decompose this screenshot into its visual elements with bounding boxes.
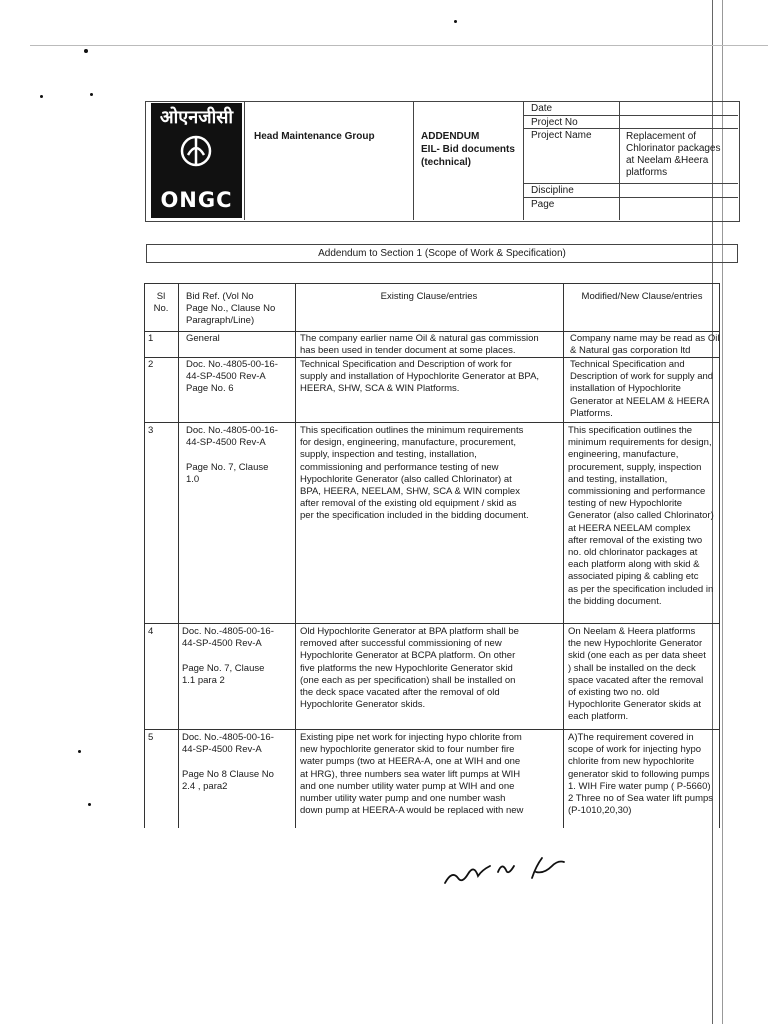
ref-line: Doc. No.-4805-00-16- — [186, 359, 278, 370]
text-line: Hypochlorite Generator skids. — [300, 699, 426, 711]
text-line: Technical Specification and — [570, 359, 685, 370]
table-row-divider — [144, 422, 720, 423]
project-name-line: Chlorinator packages — [626, 143, 721, 154]
meta-row-divider — [523, 197, 738, 198]
ref-line — [182, 650, 294, 662]
doc-type-line-1: ADDENDUM — [421, 131, 480, 142]
text-line: five platforms the new Hypochlorite Generator skid — [300, 662, 513, 674]
table-column-divider — [178, 283, 179, 828]
ref-line: Page No. 7, Clause — [182, 662, 265, 674]
header-text: Bid Ref. (Vol No — [186, 291, 254, 302]
scan-speck — [454, 20, 457, 23]
text-line: generator skid to following pumps — [568, 768, 710, 780]
header-bid-ref — [186, 291, 294, 328]
text-line: has been used in tender document at some places. — [300, 345, 516, 357]
text-line: skid (one each as per data sheet — [568, 650, 706, 662]
row-1-modified — [570, 333, 720, 357]
table-column-divider — [295, 283, 296, 828]
text-line: Generator (also called Chlorinator) — [568, 510, 714, 522]
text-line: installation of Hypochlorite — [570, 383, 681, 395]
section-title: Addendum to Section 1 (Scope of Work & Specification) — [146, 244, 738, 263]
text-line: at HEERA NEELAM complex — [568, 522, 691, 534]
project-name-line: platforms — [626, 167, 668, 178]
text-line: This specification outlines the minimum requirements — [300, 425, 524, 436]
row-5-ref — [182, 732, 294, 793]
ref-line — [182, 756, 294, 768]
scan-edge-line — [30, 45, 768, 46]
text-line: 2 Three no of Sea water lift pumps — [568, 793, 714, 805]
row-4-modified — [568, 626, 720, 724]
table-row-divider — [144, 623, 720, 624]
text-line: The company earlier name Oil & natural gas commission — [300, 333, 539, 344]
text-line: each platform along with skid & — [568, 559, 700, 571]
handwritten-signature — [440, 848, 570, 893]
text-line: Old Hypochlorite Generator at BPA platform shall be — [300, 626, 519, 637]
ref-line: 44-SP-4500 Rev-A — [186, 371, 266, 383]
text-line: Existing pipe net work for injecting hypo chlorite from — [300, 732, 522, 743]
text-line: Company name may be read as Oil — [570, 333, 720, 344]
row-2-sl: 2 — [148, 359, 154, 370]
text-line: the deck space vacated after the removal of old — [300, 687, 500, 699]
header-divider — [619, 101, 620, 220]
row-3-modified — [568, 425, 720, 608]
text-line: Hypochlorite Generator (also called Chlorinator) at — [300, 473, 512, 485]
project-no-label: Project No — [531, 117, 578, 128]
text-line: Description of work for supply and — [570, 371, 714, 383]
text-line: of existing two no. old — [568, 687, 660, 699]
text-line: number utility water pump and one number wash — [300, 793, 506, 805]
text-line: 1. WIH Fire water pump ( P-5660) — [568, 780, 711, 792]
ref-line: 44-SP-4500 Rev-A — [182, 744, 262, 756]
header-text: Sl — [156, 291, 166, 302]
text-line: scope of work for injecting hypo — [568, 744, 702, 756]
header-divider — [413, 101, 414, 220]
ref-line: 44-SP-4500 Rev-A — [182, 638, 262, 650]
header-text: Paragraph/Line) — [186, 315, 255, 327]
text-line: water pumps (two at HEERA-A, one at WIH and one — [300, 756, 521, 768]
ref-line: Doc. No.-4805-00-16- — [182, 626, 274, 637]
table-row-divider — [144, 729, 720, 730]
text-line: as per the specification included in — [568, 583, 714, 595]
text-line: engineering, manufacture, — [568, 449, 679, 461]
ref-line: Doc. No.-4805-00-16- — [182, 732, 274, 743]
scan-speck — [84, 49, 88, 53]
table-border — [144, 283, 145, 828]
text-line: A)The requirement covered in — [568, 732, 694, 743]
row-2-modified — [570, 359, 720, 420]
ongc-logo — [151, 103, 242, 218]
scan-speck — [40, 95, 43, 98]
ref-line: 1.1 para 2 — [182, 674, 225, 686]
text-line: after removal of the existing old equipment / skid as — [300, 498, 517, 510]
doc-type-line-2: EIL- Bid documents — [421, 144, 515, 155]
project-name-value — [626, 131, 736, 179]
row-2-existing — [300, 359, 560, 396]
header-text: Page No., Clause No — [186, 303, 276, 315]
text-line: per the specification included in the bidding document. — [300, 510, 529, 522]
row-1-sl: 1 — [148, 333, 154, 344]
text-line: the new Hypochlorite Generator — [568, 638, 703, 650]
header-divider — [244, 101, 245, 220]
ref-line — [186, 449, 294, 461]
row-1-existing — [300, 333, 558, 357]
text-line: minimum requirements for design, — [568, 437, 712, 449]
logo-hindi-text: ओएनजीसी — [159, 107, 234, 128]
text-line: BPA, HEERA, NEELAM, SHW, SCA & WIN complex — [300, 486, 520, 498]
logo-brand-text: ONGC — [160, 188, 233, 212]
text-line: supply and installation of Hypochlorite Generator at BPA, — [300, 371, 540, 383]
ref-line: Doc. No.-4805-00-16- — [186, 425, 278, 436]
page-label: Page — [531, 199, 555, 210]
project-name-line: Replacement of — [626, 131, 697, 142]
text-line: HEERA, SHW, SCA & WIN Platforms. — [300, 383, 460, 395]
table-column-divider — [563, 283, 564, 828]
table-border — [144, 283, 720, 284]
row-4-sl: 4 — [148, 626, 154, 637]
ref-line: 2.4 , para2 — [182, 780, 228, 792]
text-line: and one number utility water pump at WIH and one — [300, 780, 515, 792]
text-line: chlorite from new hypochlorite — [568, 756, 695, 768]
header-text: No. — [153, 303, 169, 315]
row-3-ref — [186, 425, 294, 486]
scan-speck — [78, 750, 81, 753]
text-line: On Neelam & Heera platforms — [568, 626, 696, 637]
text-line: no. old chlorinator packages at — [568, 547, 698, 559]
text-line: for design, engineering, manufacture, procurement, — [300, 437, 516, 449]
project-name-label: Project Name — [531, 130, 592, 141]
row-2-ref — [186, 359, 294, 396]
text-line: and testing, installation, — [568, 473, 668, 485]
text-line: commissioning and performance testing of new — [300, 461, 499, 473]
text-line: the bidding document. — [568, 595, 662, 607]
ref-line: Page No. 7, Clause — [186, 461, 269, 473]
table-row-divider — [144, 331, 720, 332]
group-name: Head Maintenance Group — [254, 131, 375, 142]
addendum-table — [144, 283, 728, 828]
text-line: procurement, supply, inspection — [568, 461, 702, 473]
header-divider — [523, 101, 524, 220]
text-line: each platform. — [568, 711, 629, 723]
scan-speck — [88, 803, 91, 806]
text-line: Platforms. — [570, 407, 613, 419]
row-5-modified — [568, 732, 720, 817]
header-existing: Existing Clause/entries — [380, 291, 478, 302]
text-line: after removal of the existing two — [568, 534, 703, 546]
text-line: testing of new Hypochlorite — [568, 498, 683, 510]
ref-line: 1.0 — [186, 473, 200, 485]
text-line: This specification outlines the — [568, 425, 693, 436]
text-line: (one each as per specification) shall be installed on — [300, 674, 516, 686]
ongc-emblem-icon — [178, 133, 214, 169]
text-line: associated piping & cabling etc — [568, 571, 699, 583]
text-line: Generator at NEELAM & HEERA — [570, 395, 710, 407]
ref-line: General — [186, 333, 220, 344]
row-1-ref — [186, 333, 294, 345]
scan-speck — [90, 93, 93, 96]
header-sl — [146, 291, 176, 315]
text-line: at HRG), three numbers sea water lift pumps at WIH — [300, 768, 521, 780]
text-line: Technical Specification and Description of work for — [300, 359, 512, 370]
doc-type-line-3: (technical) — [421, 157, 472, 168]
text-line: removed after successful commissioning of new — [300, 638, 502, 650]
text-line: space vacated after the removal — [568, 674, 704, 686]
row-4-ref — [182, 626, 294, 687]
text-line: supply, inspection and testing, installation, — [300, 449, 477, 461]
row-5-existing — [300, 732, 560, 817]
ref-line: 44-SP-4500 Rev-A — [186, 437, 266, 449]
date-label: Date — [531, 103, 553, 114]
text-line: ) shall be installed on the deck — [568, 662, 696, 674]
row-3-sl: 3 — [148, 425, 154, 436]
text-line: Hypochlorite Generator at BCPA platform. On other — [300, 650, 516, 662]
text-line: down pump at HEERA-A would be replaced with new — [300, 805, 524, 817]
text-line: (P-1010,20,30) — [568, 805, 632, 817]
row-4-existing — [300, 626, 560, 711]
text-line: Hypochlorite Generator skids at — [568, 699, 702, 711]
ref-line: Page No. 6 — [186, 383, 234, 395]
row-5-sl: 5 — [148, 732, 154, 743]
text-line: new hypochlorite generator skid to four number fire — [300, 744, 515, 756]
header-modified: Modified/New Clause/entries — [581, 291, 703, 302]
text-line: & Natural gas corporation ltd — [570, 345, 691, 357]
row-3-existing — [300, 425, 560, 523]
ref-line: Page No 8 Clause No — [182, 768, 274, 780]
project-name-line: at Neelam &Heera — [626, 155, 709, 166]
discipline-label: Discipline — [531, 185, 574, 196]
text-line: commissioning and performance — [568, 486, 706, 498]
